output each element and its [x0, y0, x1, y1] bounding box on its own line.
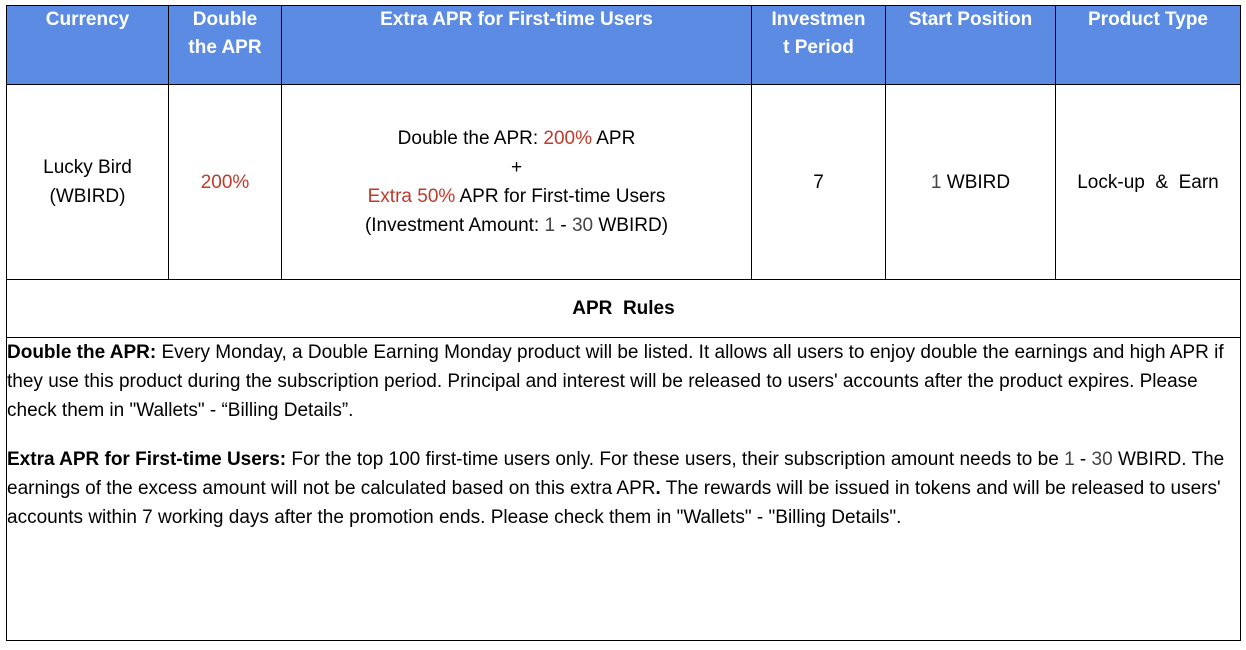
- cell-double-apr: 200%: [169, 85, 282, 280]
- rules-body: [7, 338, 1241, 641]
- rules-body-row: [7, 338, 1241, 641]
- cell-investment-period: 7: [752, 85, 886, 280]
- table-row: [7, 85, 1241, 280]
- header-product-type: Product Type: [1056, 6, 1241, 85]
- rules-title: APR Rules: [7, 280, 1241, 338]
- cell-currency: Lucky Bird (WBIRD): [7, 85, 169, 280]
- rules-title-row: [7, 280, 1241, 338]
- header-extra-apr: Extra APR for First-time Users: [282, 6, 752, 85]
- cell-start-position: 1 WBIRD: [886, 85, 1056, 280]
- header-row: [7, 6, 1241, 85]
- rule-extra-apr: Extra APR for First-time Users: For the top 100 first-time users only. For these users, their subscription amount needs to be 1 - 30 WBIRD. The earnings of the excess amount will not be calculated based on this extra APR. The rewards will be issued in tokens and will be released to users' accounts within 7 working days after the promotion ends. Please check them in "Wallets" - "Billing Details".: [7, 449, 1225, 528]
- header-investment-period: Investmen t Period: [752, 6, 886, 85]
- cell-product-type: Lock-up & Earn: [1056, 85, 1241, 280]
- header-double-apr: Double the APR: [169, 6, 282, 85]
- rule-double-apr: Double the APR: Every Monday, a Double Earning Monday product will be listed. It allows all users to enjoy double the earnings and high APR if they use this product during the subscription period. Principal and interest will be released to users' accounts after the product expires. Please check them in "Wallets" - “Billing Details”.: [7, 342, 1224, 421]
- header-currency: Currency: [7, 6, 169, 85]
- header-start-position: Start Position: [886, 6, 1056, 85]
- promotion-table: [6, 5, 1241, 641]
- cell-extra-apr: Double the APR: 200% APR + Extra 50% APR for First-time Users (Investment Amount: 1 - 30 WBIRD): [282, 85, 752, 280]
